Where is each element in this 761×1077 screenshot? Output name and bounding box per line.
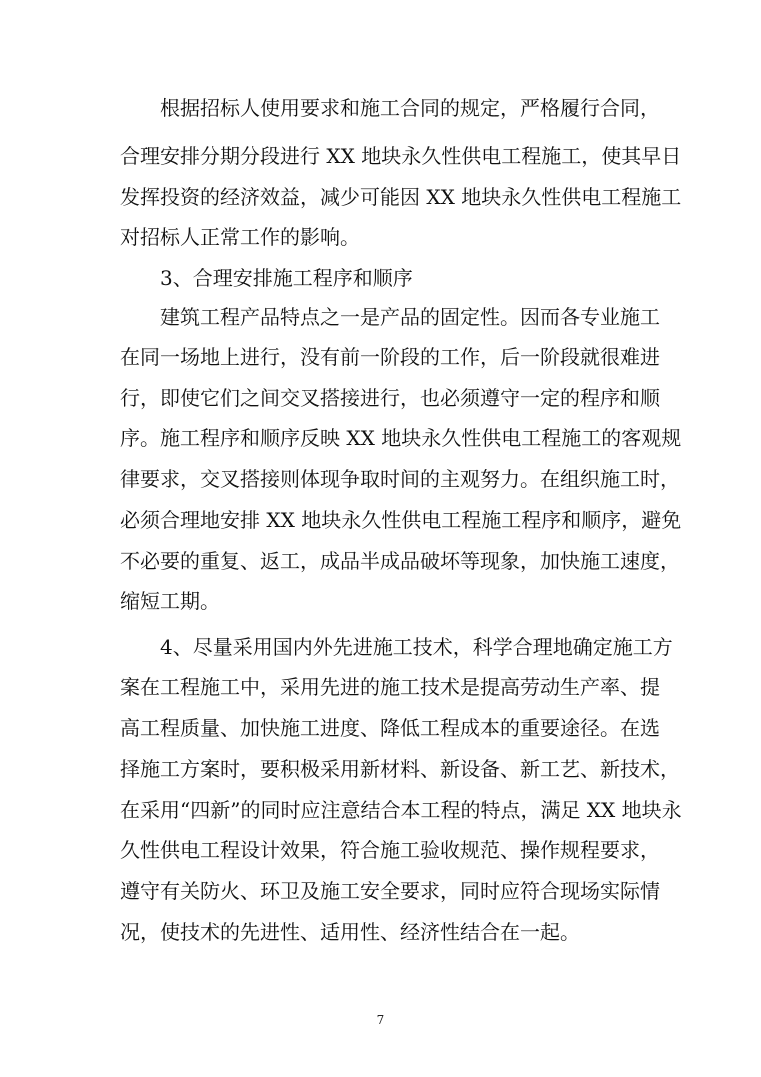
section-heading: 3、合理安排施工程序和顺序	[160, 266, 413, 290]
paragraph-line: 久性供电工程设计效果，符合施工验收规范、操作规程要求，	[120, 838, 660, 862]
paragraph-line: 在同一场地上进行，没有前一阶段的工作，后一阶段就很难进	[120, 345, 660, 369]
paragraph-line: 发挥投资的经济效益，减少可能因 XX 地块永久性供电工程施工	[120, 185, 682, 209]
paragraph-line: 对招标人正常工作的影响。	[120, 225, 360, 249]
paragraph-line: 择施工方案时，要积极采用新材料、新设备、新工艺、新技术，	[120, 757, 680, 781]
paragraph-line: 在采用“四新”的同时应注意结合本工程的特点，满足 XX 地块永	[120, 798, 682, 822]
paragraph-line: 合理安排分期分段进行 XX 地块永久性供电工程施工，使其早日	[120, 144, 682, 168]
paragraph-line: 律要求，交叉搭接则体现争取时间的主观努力。在组织施工时，	[120, 467, 680, 491]
paragraph-line: 根据招标人使用要求和施工合同的规定，严格履行合同，	[160, 96, 660, 120]
paragraph-line: 案在工程施工中，采用先进的施工技术是提高劳动生产率、提	[120, 675, 660, 699]
paragraph-line: 遵守有关防火、环卫及施工安全要求，同时应符合现场实际情	[120, 879, 660, 903]
paragraph-line: 必须合理地安排 XX 地块永久性供电工程施工程序和顺序，避免	[120, 508, 682, 532]
page-number: 7	[376, 1013, 385, 1027]
paragraph-line: 高工程质量、加快施工进度、降低工程成本的重要途径。在选	[120, 716, 660, 740]
paragraph-line: 不必要的重复、返工，成品半成品破坏等现象，加快施工速度，	[120, 549, 680, 573]
paragraph-line: 行，即使它们之间交叉搭接进行，也必须遵守一定的程序和顺	[120, 386, 660, 410]
paragraph-line: 况，使技术的先进性、适用性、经济性结合在一起。	[120, 920, 580, 944]
paragraph-line: 缩短工期。	[120, 589, 220, 613]
section-heading: 4、尽量采用国内外先进施工技术，科学合理地确定施工方	[160, 635, 673, 659]
paragraph-line: 序。施工程序和顺序反映 XX 地块永久性供电工程施工的客观规	[120, 426, 682, 450]
paragraph-line: 建筑工程产品特点之一是产品的固定性。因而各专业施工	[160, 305, 660, 329]
